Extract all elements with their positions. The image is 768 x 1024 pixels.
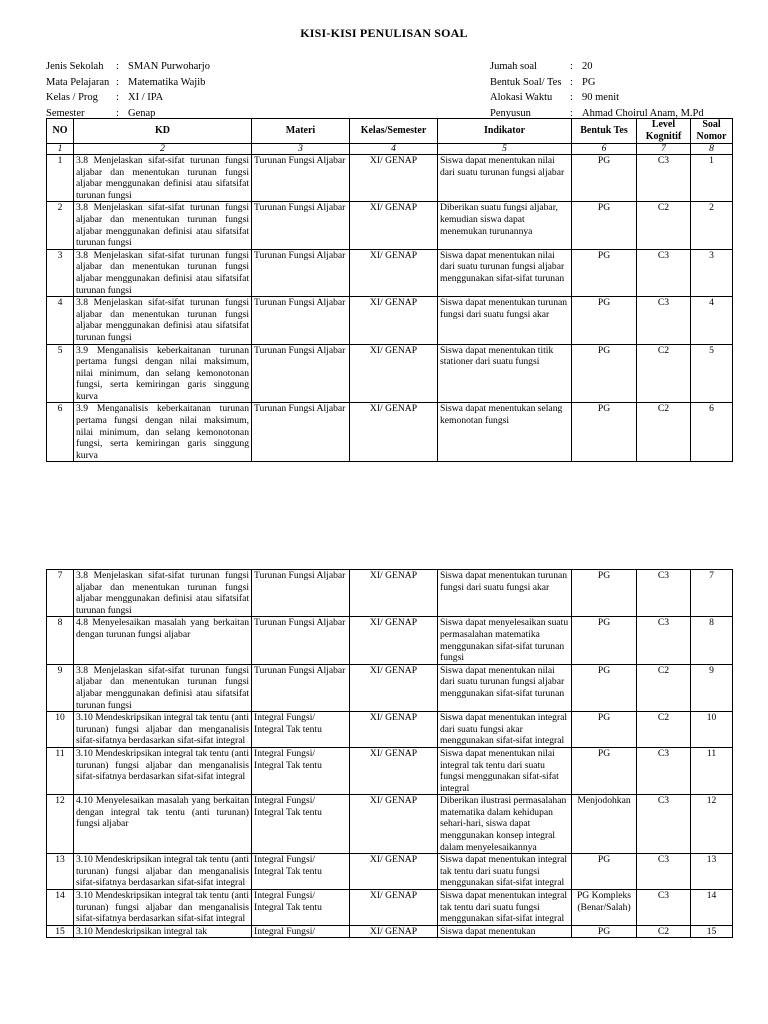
kd-cell: 3.8 Menjelaskan sifat-sifat turunan fungsi aljabar dan menentukan turunan fungsi aljabar menggunakan definisi atau sifatsifat turunan fungsi [74, 570, 252, 617]
indikator-cell: Siswa dapat menentukan turunan fungsi dari suatu fungsi akar [438, 297, 572, 344]
kd-cell: 3.8 Menjelaskan sifat-sifat turunan fungsi aljabar dan menentukan turunan fungsi aljabar menggunakan definisi atau sifatsifat turunan fungsi [74, 249, 252, 296]
bentuk-tes-cell: PG [572, 344, 637, 403]
soal-nomor-cell: 5 [691, 344, 733, 403]
table-row [47, 854, 733, 890]
table-row [47, 403, 733, 462]
meta-label: Penyusun [490, 107, 531, 119]
soal-nomor-cell: 4 [691, 297, 733, 344]
kd-cell: 3.8 Menjelaskan sifat-sifat turunan fungsi aljabar dan menentukan turunan fungsi aljabar menggunakan definisi atau sifatsifat turunan fungsi [74, 155, 252, 202]
table-row [47, 712, 733, 748]
indikator-cell: Siswa dapat menyelesaikan suatu permasalahan matematika menggunakan sifat-sifat turunan fungsi [438, 617, 572, 664]
kelas-cell: XI/ GENAP [350, 570, 438, 617]
kd-cell: 3.10 Mendeskripsikan integral tak [74, 925, 252, 938]
table-row [47, 925, 733, 938]
column-number: 2 [74, 144, 252, 155]
indikator-cell: Diberikan suatu fungsi aljabar, kemudian siswa dapat menemukan turunannya [438, 202, 572, 249]
indikator-cell: Siswa dapat menentukan integral tak tentu dari suatu fungsi menggunakan sifat-sifat integral [438, 854, 572, 890]
soal-nomor-cell: 12 [691, 795, 733, 854]
soal-nomor-cell: 8 [691, 617, 733, 664]
kd-cell: 3.8 Menjelaskan sifat-sifat turunan fungsi aljabar dan menentukan turunan fungsi aljabar menggunakan definisi atau sifatsifat turunan fungsi [74, 664, 252, 711]
indikator-cell: Siswa dapat menentukan titik stationer dari suatu fungsi [438, 344, 572, 403]
table-row [47, 570, 733, 617]
soal-nomor-cell: 6 [691, 403, 733, 462]
kelas-cell: XI/ GENAP [350, 202, 438, 249]
level-kognitif-cell: C3 [637, 617, 691, 664]
row-number: 12 [47, 795, 74, 854]
kelas-cell: XI/ GENAP [350, 712, 438, 748]
materi-cell: Turunan Fungsi Aljabar [252, 202, 350, 249]
meta-left [46, 59, 210, 121]
column-number: 8 [691, 144, 733, 155]
meta-separator: : [570, 76, 573, 88]
meta-label: Jumah soal [490, 61, 537, 72]
materi-cell: Integral Fungsi/ [252, 925, 350, 938]
row-number: 14 [47, 890, 74, 926]
kd-cell: 3.10 Mendeskripsikan integral tak tentu (anti turunan) fungsi aljabar dan menganalisis sifat-sifatnya berdasarkan sifat-sifat integral [74, 890, 252, 926]
soal-nomor-cell: 13 [691, 854, 733, 890]
kd-cell: 3.10 Mendeskripsikan integral tak tentu (anti turunan) fungsi aljabar dan menganalisis sifat-sifatnya berdasarkan sifat-sifat integral [74, 854, 252, 890]
soal-nomor-cell: 7 [691, 570, 733, 617]
meta-value: XI / IPA [128, 92, 164, 103]
row-number: 2 [47, 202, 74, 249]
bentuk-tes-cell: PG [572, 854, 637, 890]
column-number: 5 [438, 144, 572, 155]
meta-label: Jenis Sekolah [46, 61, 104, 72]
row-number: 13 [47, 854, 74, 890]
materi-cell: Turunan Fungsi Aljabar [252, 297, 350, 344]
level-kognitif-cell: C2 [637, 403, 691, 462]
indikator-cell: Siswa dapat menentukan integral dari suatu fungsi akar menggunakan sifat-sifat integral [438, 712, 572, 748]
materi-cell: Integral Fungsi/ Integral Tak tentu [252, 712, 350, 748]
table-body [47, 570, 733, 938]
table-row [47, 297, 733, 344]
level-kognitif-cell: C3 [637, 249, 691, 296]
kd-cell: 3.9 Menganalisis keberkaitanan turunan pertama fungsi dengan nilai maksimum, nilai minimum, dan selang kemonotonan fungsi, serta kemiringan garis singgung kurva [74, 403, 252, 462]
meta-separator: : [570, 92, 573, 103]
meta-value: 90 menit [582, 92, 620, 103]
bentuk-tes-cell: PG [572, 570, 637, 617]
meta-value: 20 [582, 61, 593, 72]
column-number: 1 [47, 144, 74, 155]
kelas-cell: XI/ GENAP [350, 854, 438, 890]
col-header-soal: Soal Nomor [691, 119, 733, 144]
indikator-cell: Siswa dapat menentukan integral tak tentu dari suatu fungsi menggunakan sifat-sifat integral [438, 890, 572, 926]
indikator-cell: Siswa dapat menentukan nilai integral tak tentu dari suatu fungsi menggunakan sifat-sifat integral [438, 747, 572, 794]
kisi-table-page-1 [46, 118, 733, 462]
indikator-cell: Diberikan ilustrasi permasalahan matematika dalam kehidupan sehari-hari, siswa dapat menggunakan konsep integral dalam menyelesaikannya [438, 795, 572, 854]
bentuk-tes-cell: PG [572, 617, 637, 664]
kelas-cell: XI/ GENAP [350, 155, 438, 202]
meta-row [490, 59, 704, 75]
row-number: 9 [47, 664, 74, 711]
bentuk-tes-cell: PG [572, 712, 637, 748]
materi-cell: Integral Fungsi/ Integral Tak tentu [252, 854, 350, 890]
kelas-cell: XI/ GENAP [350, 249, 438, 296]
table-row [47, 890, 733, 926]
meta-value: Ahmad Choirul Anam, M.Pd [582, 107, 704, 119]
level-kognitif-cell: C2 [637, 925, 691, 938]
indikator-cell: Siswa dapat menentukan nilai dari suatu turunan fungsi aljabar menggunakan sifat-sifat turunan [438, 249, 572, 296]
table-row [47, 795, 733, 854]
meta-row [46, 90, 210, 106]
materi-cell: Turunan Fungsi Aljabar [252, 617, 350, 664]
table-row [47, 664, 733, 711]
col-header-kd: KD [74, 119, 252, 144]
kelas-cell: XI/ GENAP [350, 747, 438, 794]
materi-cell: Turunan Fungsi Aljabar [252, 344, 350, 403]
table-row [47, 617, 733, 664]
indikator-cell: Siswa dapat menentukan turunan fungsi dari suatu fungsi akar [438, 570, 572, 617]
materi-cell: Turunan Fungsi Aljabar [252, 403, 350, 462]
table-header-row [47, 119, 733, 144]
meta-label: Mata Pelajaran [46, 76, 110, 88]
meta-value: SMAN Purwoharjo [128, 61, 210, 72]
row-number: 15 [47, 925, 74, 938]
soal-nomor-cell: 10 [691, 712, 733, 748]
col-header-indikator: Indikator [438, 119, 572, 144]
meta-value: Matematika Wajib [128, 76, 206, 88]
kisi-table-page-2 [46, 569, 733, 938]
bentuk-tes-cell: PG [572, 155, 637, 202]
kd-cell: 3.10 Mendeskripsikan integral tak tentu (anti turunan) fungsi aljabar dan menganalisis sifat-sifatnya berdasarkan sifat-sifat integral [74, 747, 252, 794]
kd-cell: 4.8 Menyelesaikan masalah yang berkaitan dengan turunan fungsi aljabar [74, 617, 252, 664]
bentuk-tes-cell: PG [572, 664, 637, 711]
meta-label: Alokasi Waktu [490, 92, 553, 103]
soal-nomor-cell: 2 [691, 202, 733, 249]
materi-cell: Integral Fungsi/ Integral Tak tentu [252, 890, 350, 926]
document-title: KISI-KISI PENULISAN SOAL [300, 26, 468, 40]
bentuk-tes-cell: PG [572, 249, 637, 296]
column-number-row [47, 144, 733, 155]
row-number: 1 [47, 155, 74, 202]
column-number: 4 [350, 144, 438, 155]
materi-cell: Turunan Fungsi Aljabar [252, 249, 350, 296]
level-kognitif-cell: C3 [637, 747, 691, 794]
bentuk-tes-cell: Menjodohkan [572, 795, 637, 854]
table-row [47, 344, 733, 403]
materi-cell: Turunan Fungsi Aljabar [252, 570, 350, 617]
bentuk-tes-cell: PG [572, 925, 637, 938]
soal-nomor-cell: 15 [691, 925, 733, 938]
meta-row [490, 75, 704, 91]
row-number: 6 [47, 403, 74, 462]
kelas-cell: XI/ GENAP [350, 403, 438, 462]
row-number: 4 [47, 297, 74, 344]
soal-nomor-cell: 14 [691, 890, 733, 926]
col-header-level: Level Kognitif [637, 119, 691, 144]
kelas-cell: XI/ GENAP [350, 925, 438, 938]
meta-separator: : [116, 107, 119, 119]
level-kognitif-cell: C2 [637, 712, 691, 748]
meta-label: Kelas / Prog [46, 92, 98, 103]
meta-value: Genap [128, 107, 156, 119]
table-row [47, 155, 733, 202]
meta-label: Semester [46, 107, 85, 119]
bentuk-tes-cell: PG [572, 403, 637, 462]
kelas-cell: XI/ GENAP [350, 297, 438, 344]
indikator-cell: Siswa dapat menentukan nilai dari suatu turunan fungsi aljabar menggunakan sifat-sifat turunan [438, 664, 572, 711]
col-header-no: NO [47, 119, 74, 144]
materi-cell: Turunan Fungsi Aljabar [252, 155, 350, 202]
meta-value: PG [582, 76, 596, 88]
bentuk-tes-cell: PG [572, 202, 637, 249]
level-kognitif-cell: C3 [637, 854, 691, 890]
kd-cell: 4.10 Menyelesaikan masalah yang berkaitan dengan integral tak tentu (anti turunan) fungsi aljabar [74, 795, 252, 854]
bentuk-tes-cell: PG [572, 747, 637, 794]
meta-row [46, 59, 210, 75]
kd-cell: 3.9 Menganalisis keberkaitanan turunan pertama fungsi dengan nilai maksimum, nilai minimum, dan selang kemonotonan fungsi, serta kemiringan garis singgung kurva [74, 344, 252, 403]
indikator-cell: Siswa dapat menentukan [438, 925, 572, 938]
level-kognitif-cell: C3 [637, 890, 691, 926]
soal-nomor-cell: 3 [691, 249, 733, 296]
row-number: 11 [47, 747, 74, 794]
column-number: 7 [637, 144, 691, 155]
meta-separator: : [570, 61, 573, 72]
materi-cell: Integral Fungsi/ Integral Tak tentu [252, 747, 350, 794]
table-row [47, 249, 733, 296]
kelas-cell: XI/ GENAP [350, 890, 438, 926]
row-number: 10 [47, 712, 74, 748]
kelas-cell: XI/ GENAP [350, 617, 438, 664]
meta-separator: : [116, 76, 119, 88]
bentuk-tes-cell: PG [572, 297, 637, 344]
col-header-materi: Materi [252, 119, 350, 144]
kd-cell: 3.8 Menjelaskan sifat-sifat turunan fungsi aljabar dan menentukan turunan fungsi aljabar menggunakan definisi atau sifatsifat turunan fungsi [74, 297, 252, 344]
level-kognitif-cell: C2 [637, 202, 691, 249]
row-number: 8 [47, 617, 74, 664]
col-header-bentuk: Bentuk Tes [572, 119, 637, 144]
column-number: 3 [252, 144, 350, 155]
kelas-cell: XI/ GENAP [350, 344, 438, 403]
row-number: 5 [47, 344, 74, 403]
meta-right [490, 59, 704, 121]
kd-cell: 3.10 Mendeskripsikan integral tak tentu (anti turunan) fungsi aljabar dan menganalisis sifat-sifatnya berdasarkan sifat-sifat integral [74, 712, 252, 748]
meta-row [46, 75, 210, 91]
kd-cell: 3.8 Menjelaskan sifat-sifat turunan fungsi aljabar dan menentukan turunan fungsi aljabar menggunakan definisi atau sifatsifat turunan fungsi [74, 202, 252, 249]
row-number: 7 [47, 570, 74, 617]
col-header-kelas: Kelas/Semester [350, 119, 438, 144]
indikator-cell: Siswa dapat menentukan nilai dari suatu turunan fungsi aljabar [438, 155, 572, 202]
level-kognitif-cell: C3 [637, 795, 691, 854]
materi-cell: Integral Fungsi/ Integral Tak tentu [252, 795, 350, 854]
soal-nomor-cell: 11 [691, 747, 733, 794]
bentuk-tes-cell: PG Kompleks (Benar/Salah) [572, 890, 637, 926]
kelas-cell: XI/ GENAP [350, 795, 438, 854]
row-number: 3 [47, 249, 74, 296]
meta-separator: : [570, 107, 573, 119]
column-number: 6 [572, 144, 637, 155]
level-kognitif-cell: C3 [637, 570, 691, 617]
indikator-cell: Siswa dapat menentukan selang kemonotan fungsi [438, 403, 572, 462]
soal-nomor-cell: 9 [691, 664, 733, 711]
meta-separator: : [116, 92, 119, 103]
meta-separator: : [116, 61, 119, 72]
meta-row [490, 90, 704, 106]
table-body [47, 155, 733, 462]
soal-nomor-cell: 1 [691, 155, 733, 202]
level-kognitif-cell: C2 [637, 344, 691, 403]
level-kognitif-cell: C3 [637, 297, 691, 344]
meta-label: Bentuk Soal/ Tes [490, 76, 562, 88]
materi-cell: Turunan Fungsi Aljabar [252, 664, 350, 711]
level-kognitif-cell: C3 [637, 155, 691, 202]
table-row [47, 202, 733, 249]
kelas-cell: XI/ GENAP [350, 664, 438, 711]
table-row [47, 747, 733, 794]
level-kognitif-cell: C2 [637, 664, 691, 711]
